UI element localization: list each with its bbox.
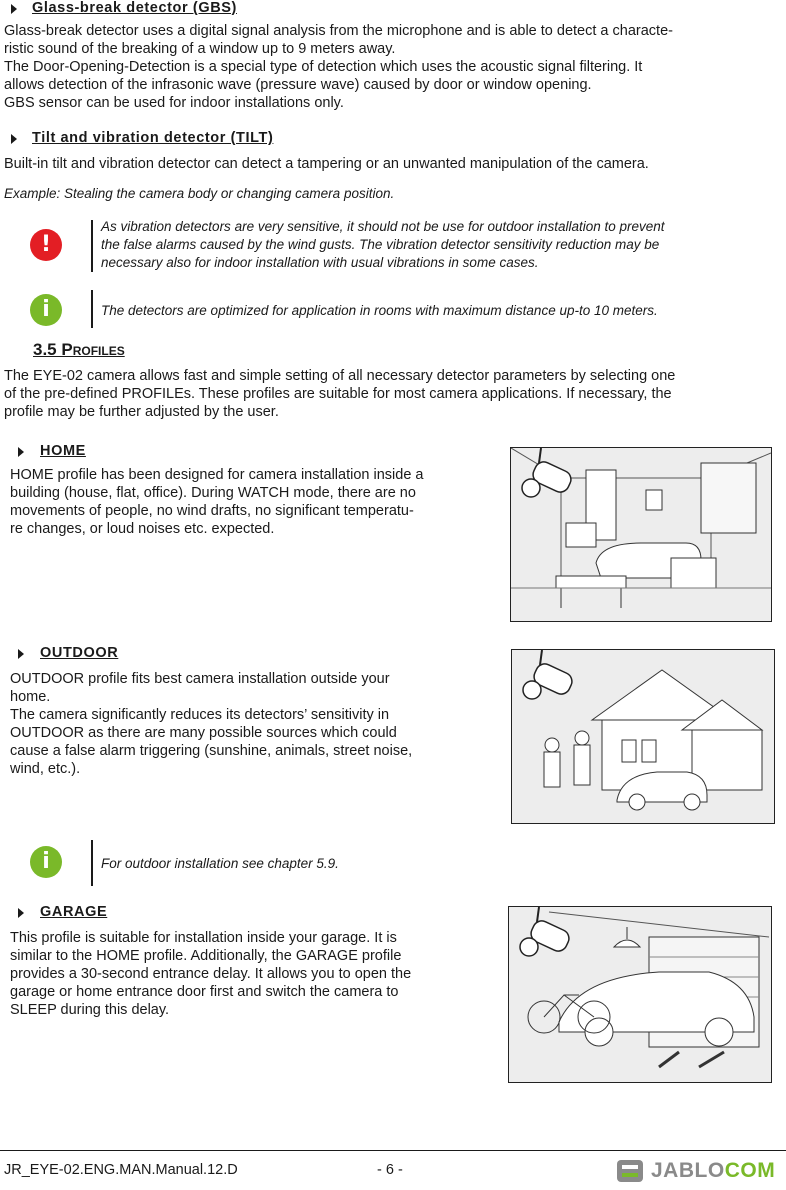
outdoor-line: cause a false alarm triggering (sunshine, animals, street noise, <box>10 743 413 759</box>
logo-text-jablo: JABLO <box>651 1159 725 1182</box>
footer-divider <box>0 1150 786 1151</box>
jablocom-logo-icon <box>615 1158 645 1184</box>
gbs-line: Glass-break detector uses a digital signal analysis from the microphone and is able to detect a characte- <box>4 23 673 39</box>
warning-icon: ! <box>30 229 62 261</box>
garage-line: SLEEP during this delay. <box>10 1002 170 1018</box>
home-line: building (house, flat, office). During WATCH mode, there are no <box>10 485 416 501</box>
warning-line: As vibration detectors are very sensitive, it should not be use for outdoor installation to prevent <box>101 219 665 234</box>
living-room-drawing <box>511 448 771 621</box>
profiles-line: profile may be further adjusted by the user. <box>4 404 279 420</box>
profiles-heading: 3.5 Profiles <box>33 340 125 359</box>
gbs-line: The Door-Opening-Detection is a special type of detection which uses the acoustic signal filtering. It <box>4 59 643 75</box>
garage-line: garage or home entrance door first and switch the camera to <box>10 984 399 1000</box>
page-number: - 6 - <box>377 1162 403 1178</box>
home-line: movements of people, no wind drafts, no significant temperatu- <box>10 503 414 519</box>
outdoor-line: OUTDOOR profile fits best camera installation outside your <box>10 671 390 687</box>
outdoor-illustration <box>511 649 775 824</box>
note-divider <box>91 840 93 886</box>
tilt-heading: Tilt and vibration detector (TILT) <box>32 130 274 146</box>
info-note-text: The detectors are optimized for application in rooms with maximum distance up-to 10 meters. <box>101 303 658 318</box>
bullet-arrow-icon <box>11 4 17 14</box>
outdoor-heading: OUTDOOR <box>40 645 119 661</box>
profiles-description <box>4 367 784 421</box>
bullet-arrow-icon <box>18 447 24 457</box>
gbs-description <box>4 22 784 112</box>
logo-text-com: COM <box>724 1159 776 1182</box>
outdoor-description <box>10 670 495 778</box>
gbs-line: GBS sensor can be used for indoor installations only. <box>4 95 344 111</box>
house-exterior-drawing <box>512 650 774 823</box>
warning-note-text <box>101 218 785 272</box>
warning-line: the false alarms caused by the wind gusts. The vibration detector sensitivity reduction may be <box>101 237 660 252</box>
garage-line: This profile is suitable for installation inside your garage. It is <box>10 930 397 946</box>
garage-line: provides a 30-second entrance delay. It allows you to open the <box>10 966 412 982</box>
outdoor-line: The camera significantly reduces its detectors’ sensitivity in <box>10 707 390 723</box>
profiles-line: The EYE-02 camera allows fast and simple setting of all necessary detector parameters by selecting one <box>4 368 676 384</box>
bullet-arrow-icon <box>18 649 24 659</box>
home-line: HOME profile has been designed for camera installation inside a <box>10 467 424 483</box>
note-divider <box>91 290 93 328</box>
bullet-arrow-icon <box>18 908 24 918</box>
garage-heading: GARAGE <box>40 904 108 920</box>
note-divider <box>91 220 93 272</box>
tilt-example: Example: Stealing the camera body or changing camera position. <box>4 186 395 201</box>
gbs-heading: Glass-break detector (GBS) <box>32 0 237 16</box>
home-description <box>10 466 495 538</box>
garage-interior-drawing <box>509 907 771 1082</box>
garage-description <box>10 929 495 1019</box>
footer-doc-id: JR_EYE-02.ENG.MAN.Manual.12.D <box>4 1162 238 1178</box>
gbs-line: ristic sound of the breaking of a window up to 9 meters away. <box>4 41 396 57</box>
warning-line: necessary also for indoor installation with usual vibrations in some cases. <box>101 255 539 270</box>
tilt-description: Built-in tilt and vibration detector can detect a tampering or an unwanted manipulation of the camera. <box>4 156 649 172</box>
home-illustration <box>510 447 772 622</box>
outdoor-line: OUTDOOR as there are many possible sources which could <box>10 725 397 741</box>
garage-line: similar to the HOME profile. Additionally, the GARAGE profile <box>10 948 402 964</box>
garage-illustration <box>508 906 772 1083</box>
info-note-text: For outdoor installation see chapter 5.9. <box>101 856 339 871</box>
jablocom-logo <box>615 1158 785 1186</box>
home-line: re changes, or loud noises etc. expected. <box>10 521 275 537</box>
home-heading: HOME <box>40 443 86 459</box>
outdoor-line: home. <box>10 689 51 705</box>
gbs-line: allows detection of the infrasonic wave (pressure wave) caused by door or window opening. <box>4 77 592 93</box>
info-icon: i <box>30 846 62 878</box>
info-icon: i <box>30 294 62 326</box>
bullet-arrow-icon <box>11 134 17 144</box>
outdoor-line: wind, etc.). <box>10 761 81 777</box>
profiles-line: of the pre-defined PROFILEs. These profiles are suitable for most camera applications. If necessary, the <box>4 386 672 402</box>
